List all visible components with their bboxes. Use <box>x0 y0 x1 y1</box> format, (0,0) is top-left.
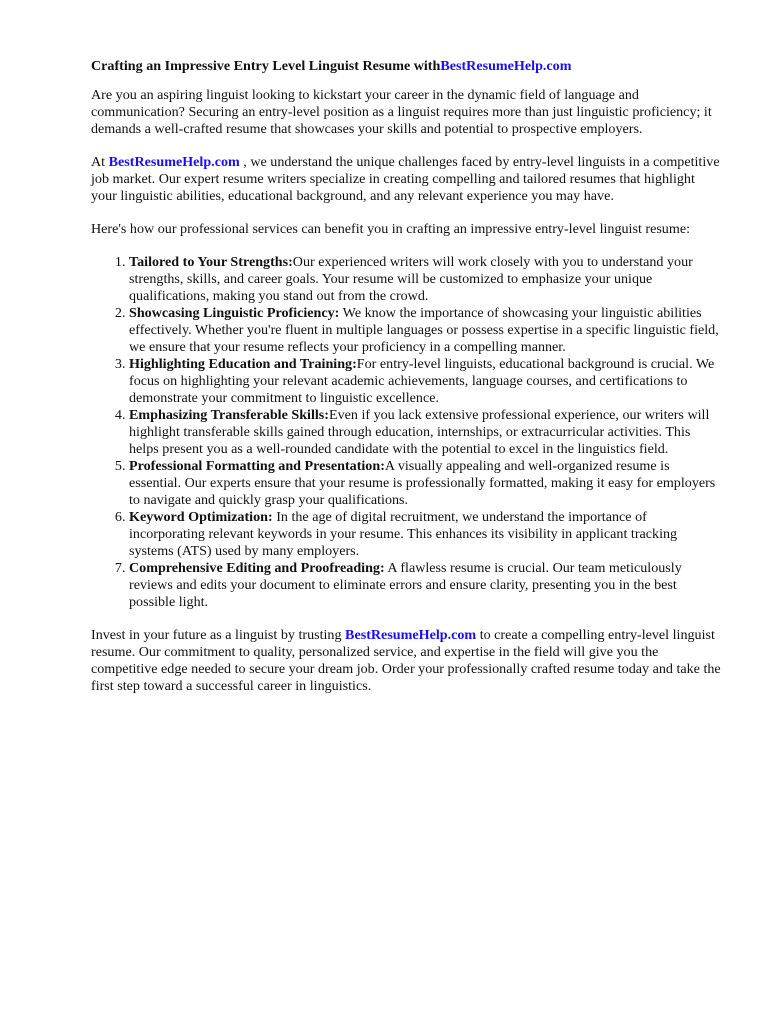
list-item-heading: Highlighting Education and Training: <box>129 356 357 372</box>
list-item <box>129 458 721 509</box>
list-item-text: In the age of digital recruitment, we understand the importance of incorporating relevant keywords in your resume. This enhances its visibility in applicant tracking systems (ATS) used by many employers. <box>129 509 678 559</box>
list-item <box>129 560 721 611</box>
services-intro: Here's how our professional services can benefit you in crafting an impressive entry-level linguist resume: <box>91 221 690 237</box>
list-item-heading: Emphasizing Transferable Skills: <box>129 407 329 423</box>
about-link[interactable]: BestResumeHelp.com <box>108 154 240 170</box>
document-page <box>91 58 721 711</box>
list-item-heading: Tailored to Your Strengths: <box>129 254 293 270</box>
services-list <box>91 254 721 611</box>
list-item <box>129 305 721 356</box>
list-item-text: A flawless resume is crucial. Our team meticulously reviews and edits your document to eliminate errors and ensure clarity, presenting you in the best possible light. <box>129 560 682 610</box>
document-title <box>91 58 721 75</box>
list-item <box>129 254 721 305</box>
title-text: Crafting an Impressive Entry Level Linguist Resume with <box>91 58 441 74</box>
list-item-heading: Professional Formatting and Presentation: <box>129 458 385 474</box>
list-item <box>129 407 721 458</box>
list-item-text: A visually appealing and well-organized resume is essential. Our experts ensure that your resume is professionally formatted, making it easy for employers to navigate and quickly grasp your qualifications. <box>129 458 716 508</box>
title-link[interactable]: BestResumeHelp.com <box>440 58 572 74</box>
closing-paragraph <box>91 627 721 695</box>
closing-prefix: Invest in your future as a linguist by trusting <box>91 627 346 643</box>
list-item-text: We know the importance of showcasing your linguistic abilities effectively. Whether you're fluent in multiple languages or possess expertise in a specific linguistic field, we ensure that your resume reflects your proficiency in a compelling manner. <box>129 305 719 355</box>
closing-text: to create a compelling entry-level linguist resume. Our commitment to quality, personalized service, and expertise in the field will give you the competitive edge needed to secure your dream job. Order your professionally crafted resume today and take the first step toward a successful career in linguistics. <box>91 627 721 694</box>
list-item-heading: Keyword Optimization: <box>129 509 273 525</box>
list-item <box>129 356 721 407</box>
about-text: , we understand the unique challenges faced by entry-level linguists in a competitive job market. Our expert resume writers specialize in creating compelling and tailored resumes that highlight your linguistic abilities, educational background, and any relevant experience you may have. <box>91 154 720 204</box>
about-prefix: At <box>91 154 109 170</box>
intro-paragraph: Are you an aspiring linguist looking to kickstart your career in the dynamic field of language and communication? Securing an entry-level position as a linguist requires more than just linguistic proficiency; it demands a well-crafted resume that showcases your skills and potential to prospective employers. <box>91 87 712 137</box>
closing-link[interactable]: BestResumeHelp.com <box>345 627 477 643</box>
list-item-text: Even if you lack extensive professional experience, our writers will highlight transferable skills gained through education, internships, or extracurricular activities. This helps present you as a well-rounded candidate with the potential to excel in the linguistics field. <box>129 407 710 457</box>
list-item-heading: Comprehensive Editing and Proofreading: <box>129 560 385 576</box>
about-paragraph <box>91 154 721 205</box>
list-item <box>129 509 721 560</box>
list-item-text: Our experienced writers will work closely with you to understand your strengths, skills, and career goals. Your resume will be customized to emphasize your unique qualifications, making you stand out from the crowd. <box>129 254 693 304</box>
list-item-text: For entry-level linguists, educational background is crucial. We focus on highlighting your relevant academic achievements, language courses, and certifications to demonstrate your commitment to linguistic excellence. <box>129 356 715 406</box>
list-item-heading: Showcasing Linguistic Proficiency: <box>129 305 340 321</box>
